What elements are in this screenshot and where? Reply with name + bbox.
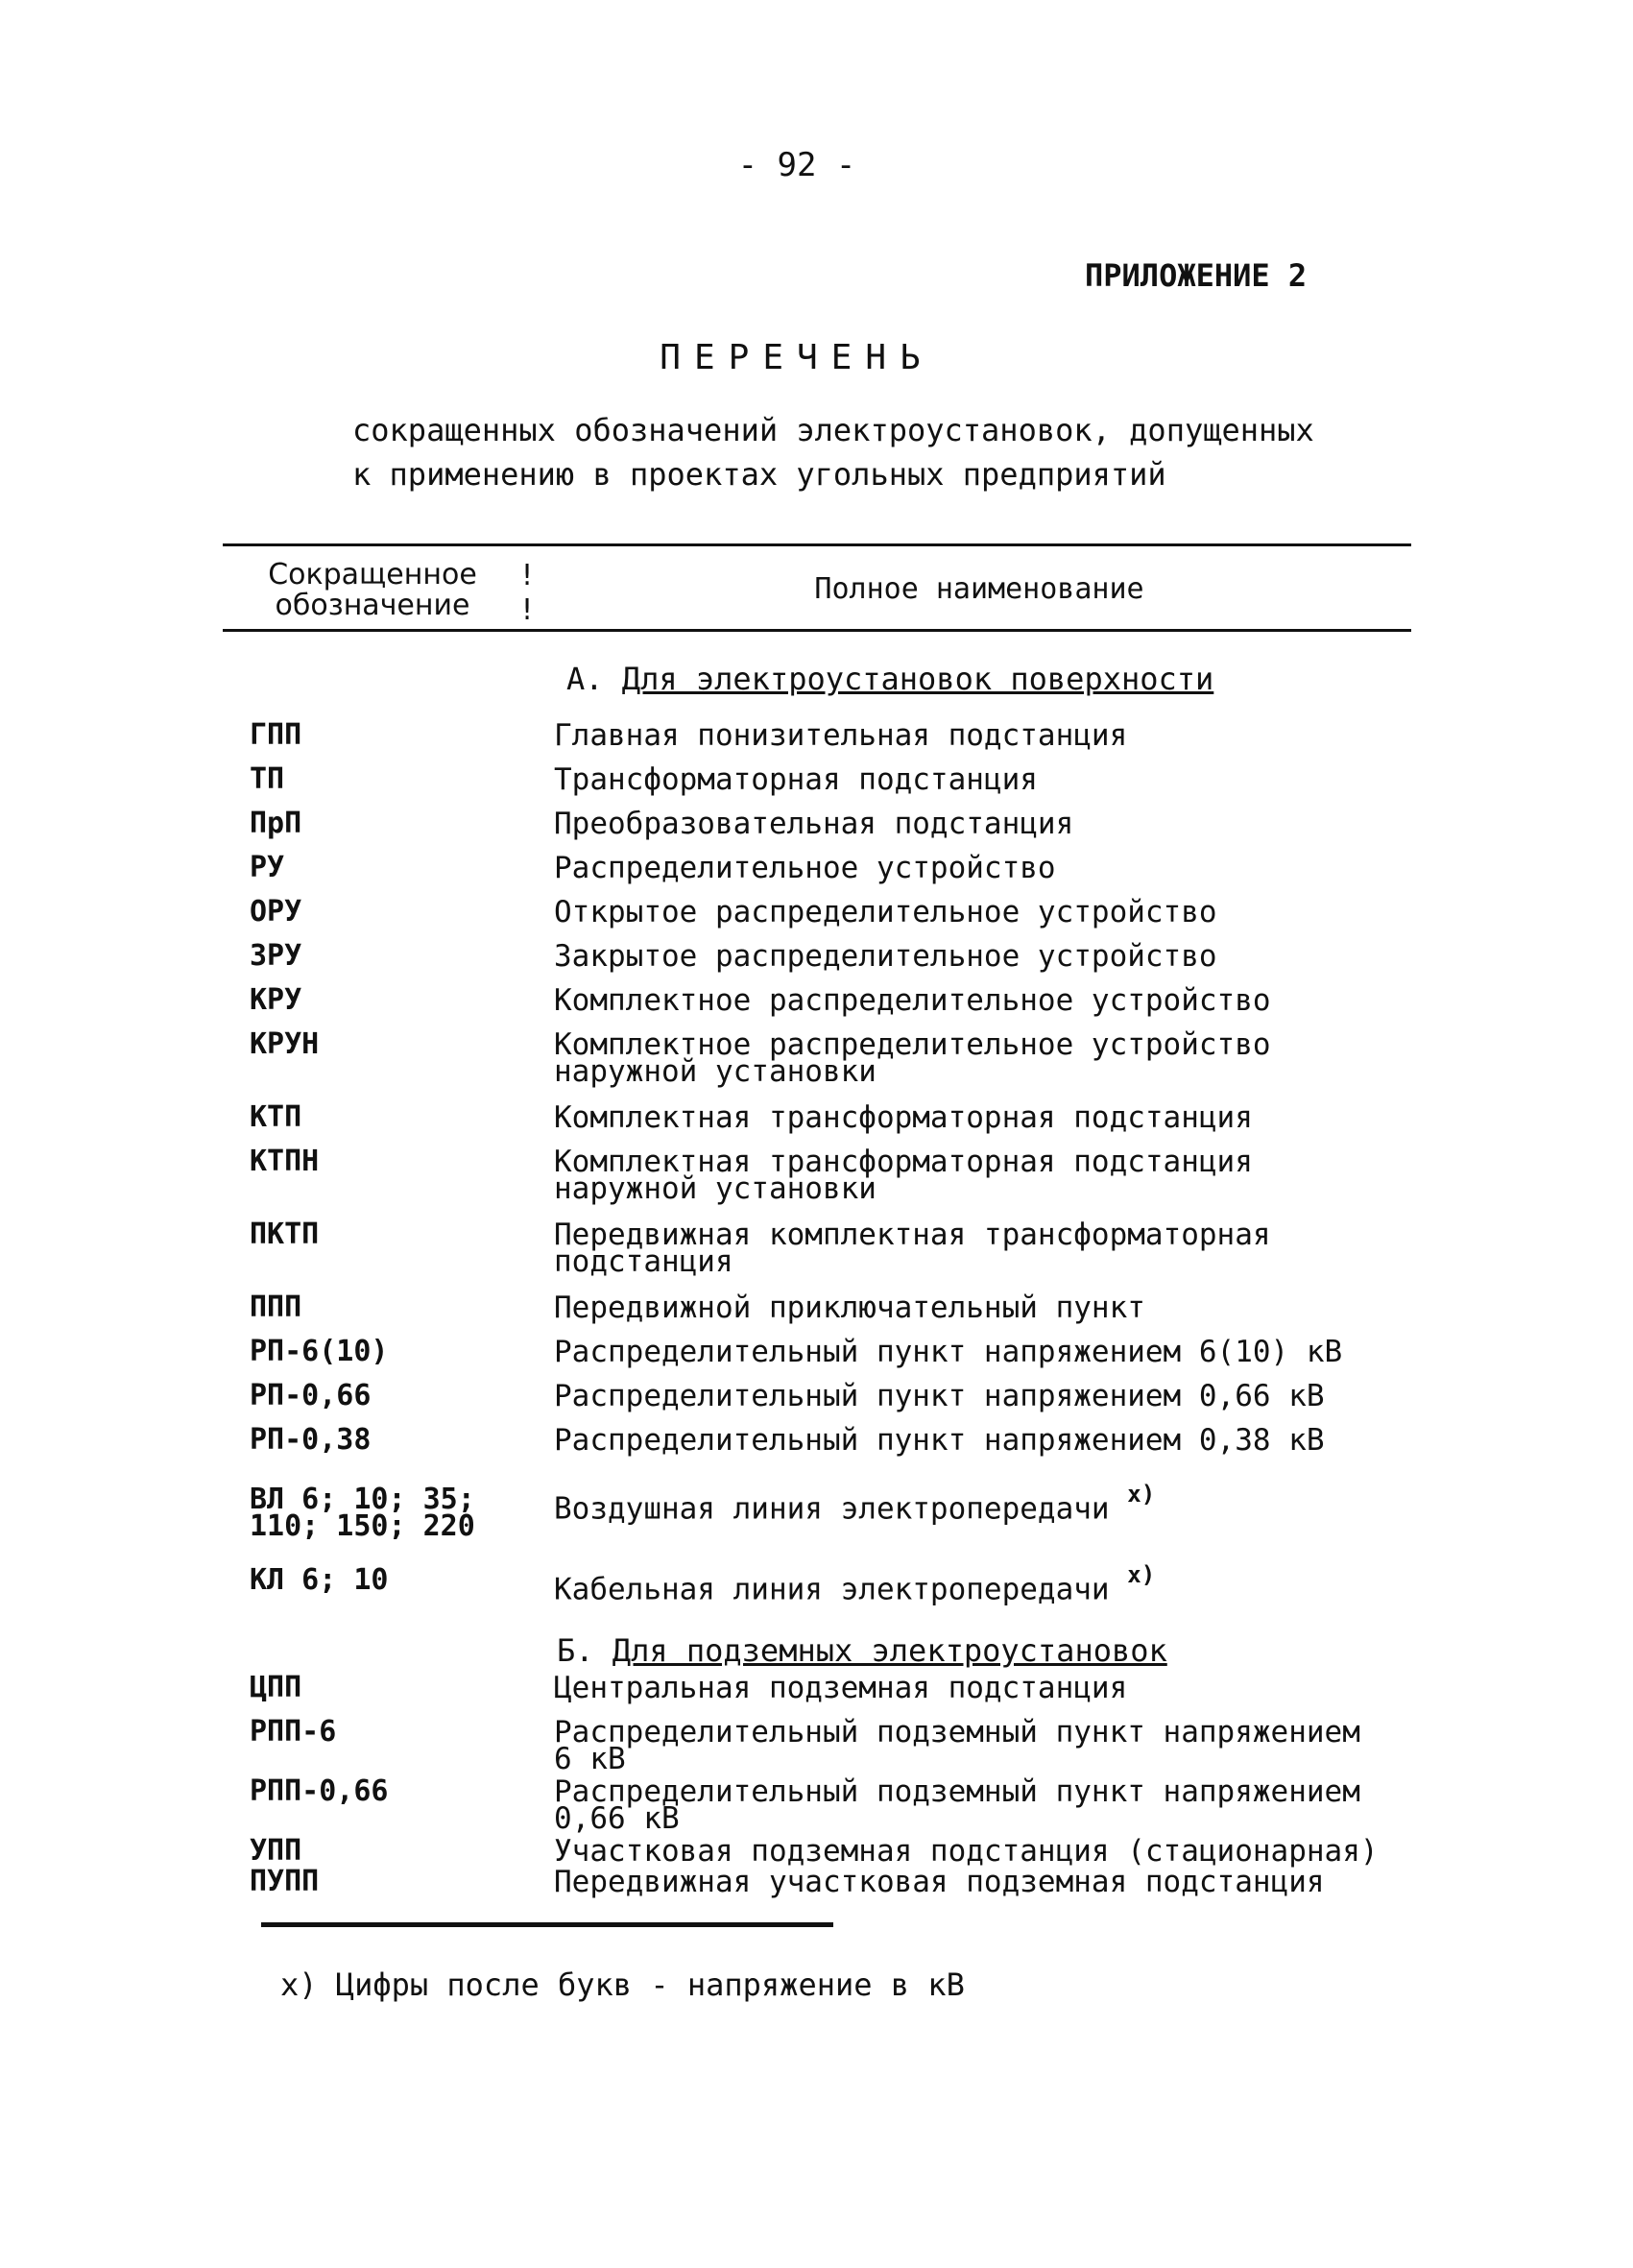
full-name [554,807,1633,841]
full-name [554,1715,1633,1776]
header-abbreviation [257,560,488,621]
abbreviation [250,1379,538,1412]
abbreviation [250,1335,538,1368]
abbreviation-line: КТП [250,1100,302,1134]
section-b-prefix: Б. [557,1632,594,1669]
abbreviation [250,1218,538,1251]
abbreviation [250,851,538,884]
header-separator [518,559,536,628]
footnote-mark: х) [1127,1481,1156,1508]
abbreviation-line: ТП [250,762,285,796]
full-name-text: Комплектное распределительное устройство [554,983,1271,1018]
abbreviation [250,807,538,840]
full-name-text: Центральная подземная подстанция [554,1671,1128,1705]
abbreviation-line: КЛ 6; 10 [250,1563,389,1597]
full-name [554,1027,1633,1089]
abbreviation-line: РП-0,38 [250,1423,372,1457]
full-name [554,718,1633,753]
full-name-text: Распределительное устройство [554,851,1056,885]
section-a-title: Для электроустановок поверхности [621,661,1214,697]
full-name-line-2: 6 кВ [554,1742,626,1776]
full-name-line-2: 0,66 кВ [554,1801,680,1836]
header-full-name: Полное наименование [814,572,1144,606]
abbreviation-line: КТПН [250,1145,320,1178]
abbreviation [250,1865,538,1898]
full-name-text: Трансформаторная подстанция [554,762,1038,797]
abbreviation-line: РПП-6 [250,1715,337,1749]
full-name-line [554,1715,1633,1749]
full-name-line [554,1423,1633,1458]
full-name-line [554,851,1633,885]
full-name [554,895,1633,929]
full-name-line [554,1561,1633,1607]
full-name [554,1423,1633,1458]
full-name-text: Открытое распределительное устройство [554,895,1217,929]
full-name-text: Закрытое распределительное устройство [554,939,1217,974]
abbreviation-line: ВЛ 6; 10; 35; [250,1483,475,1516]
footnote-rule [261,1922,833,1927]
full-name [554,1834,1633,1869]
full-name-text: Комплектное распределительное устройство [554,1027,1271,1062]
abbreviation [250,1715,538,1749]
header-separator-1: ! [518,559,537,592]
full-name-text: Комплектная трансформаторная подстанция [554,1100,1253,1135]
abbreviation [250,1834,538,1868]
abbreviation [250,718,538,752]
abbreviation-line-2: 110; 150; 220 [250,1509,475,1543]
full-name-line [554,1774,1633,1809]
subtitle-line-2: к применению в проектах угольных предприятий [352,456,1166,493]
abbreviation-line: РУ [250,851,285,884]
full-name-text: Передвижной приключательный пункт [554,1291,1145,1325]
abbreviation [250,1027,538,1061]
abbreviation-line: ПКТП [250,1218,320,1251]
abbreviation-line: ЗРУ [250,939,302,973]
abbreviation-line: РПП-0,66 [250,1774,389,1808]
full-name [554,1218,1633,1279]
abbreviation-line: РП-6(10) [250,1335,389,1368]
document-subtitle [352,408,1314,496]
abbreviation [250,895,538,929]
full-name-text: Передвижная комплектная трансформаторная [554,1218,1271,1252]
abbreviation [250,1100,538,1134]
header-abbreviation-line-2: обозначение [275,589,470,622]
full-name-line [554,1291,1633,1325]
abbreviation-line: ППП [250,1291,302,1324]
document-title: ПЕРЕЧЕНЬ [660,338,934,377]
abbreviation [250,983,538,1017]
section-b-heading [557,1632,1167,1669]
full-name [554,762,1633,797]
full-name [554,1865,1633,1899]
full-name-line [554,1834,1633,1869]
full-name-text: Преобразовательная подстанция [554,807,1074,841]
abbreviation [250,1423,538,1457]
footnote-mark: х) [1127,1561,1156,1588]
full-name-line-2: наружной установки [554,1054,877,1089]
full-name [554,1100,1633,1135]
full-name [554,1561,1633,1607]
full-name [554,851,1633,885]
section-a-prefix: А. [566,661,604,697]
full-name-text: Распределительный подземный пункт напряжением [554,1715,1360,1749]
full-name-line [554,1100,1633,1135]
full-name-line [554,895,1633,929]
abbreviation-line: ПУПП [250,1865,320,1898]
abbreviation-line: ЦПП [250,1671,302,1704]
full-name-line [554,1865,1633,1899]
full-name [554,1481,1633,1527]
full-name-text: Распределительный подземный пункт напряжением [554,1774,1360,1809]
section-b-title: Для подземных электроустановок [612,1632,1167,1669]
full-name [554,1774,1633,1836]
table-header-rule [223,629,1411,632]
full-name [554,1671,1633,1705]
full-name-text: Распределительный пункт напряжением 0,66 кВ [554,1379,1325,1413]
appendix-label: ПРИЛОЖЕНИЕ 2 [1085,257,1308,294]
full-name-line [554,1671,1633,1705]
full-name-line [554,1481,1633,1527]
header-abbreviation-line-1: Сокращенное [268,558,477,591]
full-name-line-2: подстанция [554,1244,733,1279]
full-name-line [554,939,1633,974]
full-name-text: Воздушная линия электропередачи [554,1491,1110,1527]
full-name-text: Комплектная трансформаторная подстанция [554,1145,1253,1179]
full-name-line [554,1335,1633,1369]
abbreviation-line: УПП [250,1834,302,1868]
full-name-line [554,983,1633,1018]
full-name-text: Распределительный пункт напряжением 0,38 кВ [554,1423,1325,1458]
full-name-text: Главная понизительная подстанция [554,718,1128,753]
table-top-rule [223,543,1411,546]
page-number: - 92 - [737,146,856,184]
full-name-text: Распределительный пункт напряжением 6(10) кВ [554,1335,1343,1369]
full-name-line-2: наружной установки [554,1171,877,1206]
full-name [554,1145,1633,1206]
full-name-line [554,807,1633,841]
header-separator-2: ! [518,593,537,627]
full-name-line [554,762,1633,797]
full-name [554,1335,1633,1369]
section-a-heading [566,661,1213,697]
full-name [554,1379,1633,1413]
abbreviation [250,1291,538,1324]
abbreviation-line: ГПП [250,718,302,752]
abbreviation-line: ОРУ [250,895,302,929]
full-name [554,983,1633,1018]
full-name-line [554,1379,1633,1413]
abbreviation [250,1483,538,1543]
abbreviation [250,762,538,796]
abbreviation [250,1774,538,1808]
abbreviation [250,1563,538,1597]
abbreviation-line: КРУН [250,1027,320,1061]
abbreviation [250,1145,538,1178]
abbreviation [250,939,538,973]
abbreviation [250,1671,538,1704]
full-name [554,939,1633,974]
full-name-text: Передвижная участковая подземная подстанция [554,1865,1325,1899]
abbreviation-line: РП-0,66 [250,1379,372,1412]
full-name-text: Участковая подземная подстанция (стационарная) [554,1834,1379,1869]
subtitle-line-1: сокращенных обозначений электроустановок, допущенных [352,412,1314,448]
full-name [554,1291,1633,1325]
abbreviation-line: ПрП [250,807,302,840]
full-name-line [554,718,1633,753]
footnote: х) Цифры после букв - напряжение в кВ [280,1966,965,2003]
full-name-text: Кабельная линия электропередачи [554,1572,1110,1607]
abbreviation-line: КРУ [250,983,302,1017]
